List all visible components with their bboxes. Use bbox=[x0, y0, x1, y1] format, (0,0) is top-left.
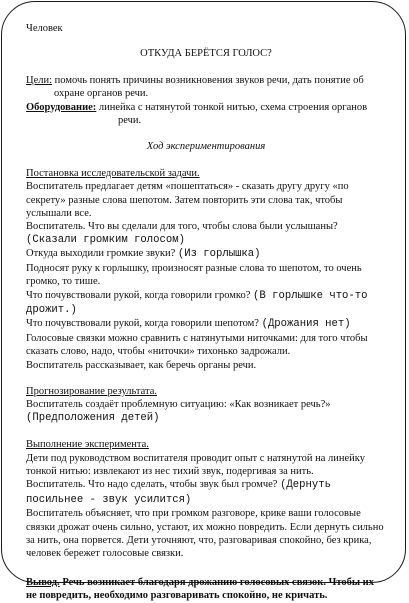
task-answer-3: (В горлышке что-то дрожит.) bbox=[26, 289, 368, 316]
experiment-paragraph-2: Воспитатель объясняет, что при громком разговоре, крике ваши голосовые связки дрожат очень сильно, устают, их можно повредить. Если дернуть сильно за нить, она порвется. Дети уточняют, что, разговаривая спокойно, без крика, человек бережет голосовые связки. bbox=[26, 508, 384, 560]
conclusion-label: Вывод. bbox=[26, 576, 60, 588]
document-body bbox=[26, 22, 386, 603]
experiment-answer: (Дернуть посильнее - звук усилится) bbox=[26, 479, 331, 506]
task-paragraph-1: Воспитатель предлагает детям «пошептаться» - сказать другу другу «по секрету» разные слова шепотом. Затем повторить эти слова так, чтобы услышали все. bbox=[26, 181, 349, 220]
task-heading: Постановка исследовательской задачи. bbox=[26, 167, 200, 179]
experiment-heading: Выполнение эксперимента. bbox=[26, 439, 149, 451]
experiment-question: Воспитатель. Что надо сделать, чтобы звук был громче? bbox=[26, 479, 281, 491]
task-paragraph-4: Воспитатель рассказывает, как беречь органы речи. bbox=[26, 359, 257, 371]
forecast-answer: (Предположения детей) bbox=[26, 411, 160, 424]
procedure-subtitle: Ход экспериментирования bbox=[146, 141, 266, 153]
conclusion-text: Речь возникает благодаря дрожанию голосовых связок. Чтобы их не повредить, необходимо разговаривать спокойно, не кричать. bbox=[26, 576, 374, 602]
conclusion-block bbox=[26, 576, 386, 603]
task-qa-4 bbox=[26, 317, 386, 331]
task-answer-1: (Сказали громким голосом) bbox=[26, 233, 185, 246]
forecast-heading: Прогнозирование результата. bbox=[26, 385, 158, 397]
task-answer-4: (Дрожания нет) bbox=[261, 318, 351, 331]
document-title: ОТКУДА БЕРЁТСЯ ГОЛОС? bbox=[140, 48, 272, 60]
forecast-paragraph: Воспитатель создаёт проблемную ситуацию: «Как возникает речь?» bbox=[26, 399, 331, 411]
task-paragraph-2: Подносят руку к горлышку, произносят разные слова то шепотом, то очень громко, то тише. bbox=[26, 262, 362, 288]
task-question-1: Воспитатель. Что вы сделали для того, чтобы слова были услышаны? bbox=[26, 221, 338, 233]
goal-text: помочь понять причины возникновения звуков речи, дать понятие об охране органов речи. bbox=[52, 74, 364, 100]
header-label: Человек bbox=[26, 23, 63, 34]
task-question-2: Откуда выходили громкие звуки? bbox=[26, 248, 178, 260]
equipment-text: линейка с натянутой тонкой нитью, схема строения органов речи. bbox=[96, 101, 368, 127]
task-qa-2 bbox=[26, 247, 386, 261]
equipment-label: Оборудование: bbox=[26, 101, 97, 113]
task-qa-3 bbox=[26, 289, 386, 318]
task-question-4: Что почувствовали рукой, когда говорили шепотом? bbox=[26, 318, 262, 330]
task-answer-2: (Из горлышка) bbox=[177, 248, 261, 261]
task-question-3: Что почувствовали рукой, когда говорили громко? bbox=[26, 289, 254, 301]
experiment-qa bbox=[26, 478, 386, 507]
goal-label: Цели: bbox=[26, 74, 53, 86]
experiment-paragraph-1: Дети под руководством воспитателя проводит опыт с натянутой на линейку тонкой нитью: извлекают из нес тихий звук, подергивая за нить. bbox=[26, 452, 365, 477]
task-paragraph-3: Голосовые связки можно сравнить с натянутыми ниточками: для того чтобы сказать слово, надо, чтобы «ниточки» тихонько задрожали. bbox=[26, 332, 368, 358]
goal-block bbox=[26, 74, 386, 101]
equipment-block bbox=[26, 101, 386, 128]
